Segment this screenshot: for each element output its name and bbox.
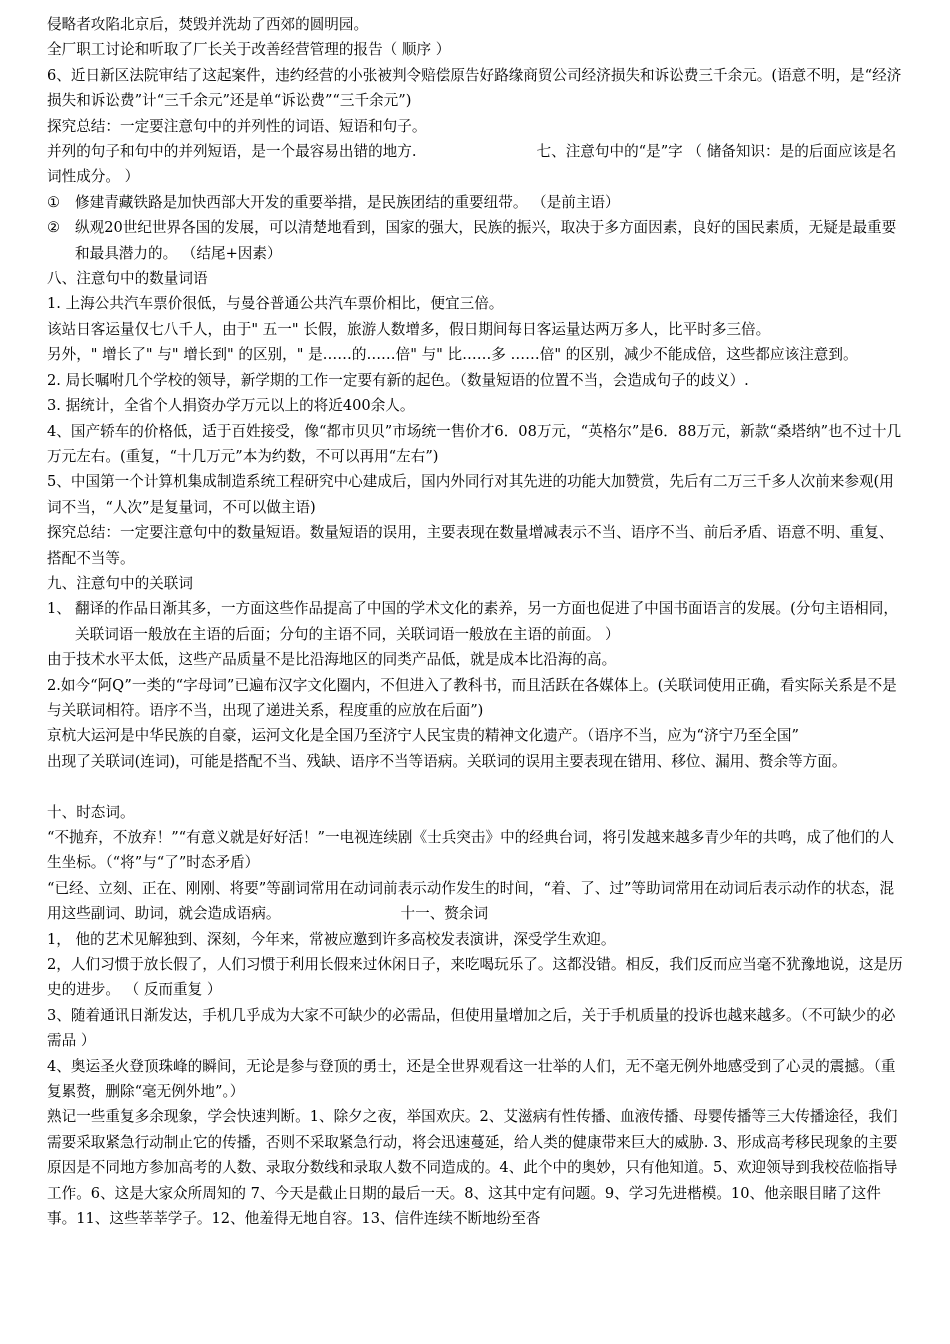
section-heading-10: 十、时态词。	[47, 803, 135, 821]
list-marker: ①	[47, 193, 61, 211]
section-heading-11: 十一、赘余词	[400, 905, 489, 923]
text-line	[47, 876, 908, 927]
text-line: 出现了关联词(连词)，可能是搭配不当、残缺、语序不当等语病。关联词的误用主要表现在错用、移位、漏用、赘余等方面。	[47, 752, 847, 770]
summary-line: 探究总结：一定要注意句中的并列性的词语、短语和句子。	[47, 117, 427, 135]
text-line: “不抛弃，不放弃！”“有意义就是好好活！”一电视连续剧《士兵突击》中的经典台词，将引发越来越多青少年的共鸣，成了他们的人生坐标。（“将”与“了”时态矛盾）	[47, 828, 895, 872]
text-line: 侵略者攻陷北京后，焚毁并洗劫了西郊的圆明园。	[47, 16, 369, 33]
text-line: 4、奥运圣火登顶珠峰的瞬间，无论是参与登顶的勇士，还是全世界观看这一壮举的人们，无不毫无例外地感受到了心灵的震撼。（重复累赘，删除“毫无例外地”。）	[47, 1057, 896, 1101]
summary-line: 探究总结：一定要注意句中的数量短语。数量短语的误用，主要表现在数量增减表示不当、语序不当、前后矛盾、语意不明、重复、搭配不当等。	[47, 524, 894, 567]
text-line: 2.如今“阿Q”一类的“字母词”已遍布汉字文化圈内，不但进入了教科书，而且活跃在各媒体上。(关联词使用正确，看实际关系是不是与关联词相符。语序不当，出现了递进关系，程度重的应放在后面”)	[47, 676, 897, 719]
section-heading-9: 九、注意句中的关联词	[47, 574, 193, 592]
blank-line	[47, 774, 908, 799]
text-line: 全厂职工讨论和听取了厂长关于改善经营管理的报告（ 顺序 ）	[47, 41, 451, 59]
list-item	[47, 596, 908, 647]
text-line: 2，人们习惯于放长假了，人们习惯于利用长假来过休闲日子，来吃喝玩乐了。这都没错。相反，我们反而应当毫不犹豫地说，这是历史的进步。 （ 反而重复 ）	[47, 956, 903, 999]
text-line: 3. 据统计，全省个人捐资办学万元以上的将近400余人。	[47, 397, 415, 415]
list-item-text: 翻译的作品日渐其多，一方面这些作品提高了中国的学术文化的素养，另一方面也促进了中国书面语言的发展。(分句主语相同，关联词语一般放在主语的后面；分句的主语不同，关联词语一般放在主语的前面。 ）	[75, 600, 898, 643]
text-line: 2. 局长嘱咐几个学校的领导，新学期的工作一定要有新的起色。（数量短语的位置不当，会造成句子的歧义）.	[47, 371, 749, 389]
section-heading-8: 八、注意句中的数量词语	[47, 270, 208, 288]
text-line: 由于技术水平太低，这些产品质量不是比沿海地区的同类产品低，就是成本比沿海的高。	[47, 651, 617, 669]
text-line: 熟记一些重复多余现象，学会快速判断。1、除夕之夜，举国欢庆。2、艾滋病有性传播、血液传播、母婴传播等三大传播途径，我们需要采取紧急行动制止它的传播，否则不采取紧急行动，将会迅速蔓延，给人类的健康带来巨大的威胁. 3、形成高考移民现象的主要原因是不同地方参加高考的人数、录取分数线和录取人数不同造成的。4、此个中的奥妙，只有他知道。5、欢迎领导到我校莅临指导工作。6、这是大家众所周知的 7、今天是截止日期的最后一天。8、这其中定有问题。9、学习先进楷模。10、他亲眼目睹了这件事。11、这些莘莘学子。12、他羞得无地自容。13、信件连续不断地纷至沓	[47, 1108, 898, 1228]
text-line	[47, 139, 908, 190]
text-line: 1. 上海公共汽车票价很低，与曼谷普通公共汽车票价相比，便宜三倍。	[47, 295, 504, 313]
text-line: 6、近日新区法院审结了这起案件，违约经营的小张被判令赔偿原告好路缘商贸公司经济损失和诉讼费三千余元。(语意不明，是“经济损失和诉讼费”计“三千余元”还是单“诉讼费”“三千余元”)	[47, 66, 902, 110]
list-marker: ②	[47, 219, 61, 237]
list-item	[47, 215, 908, 266]
text-line: 另外，" 增长了" 与" 增长到" 的区别，" 是……的……倍" 与" 比……多 ……倍" 的区别，减少不能成倍，这些都应该注意到。	[47, 346, 858, 364]
text-line: 5、中国第一个计算机集成制造系统工程研究中心建成后，国内外同行对其先进的功能大加赞赏，先后有二万三千多人次前来参观(用词不当，“人次”是复量词，不可以做主语)	[47, 473, 894, 516]
text-line: 该站日客运量仅七八千人，由于" 五一" 长假，旅游人数增多，假日期间每日客运量达两万多人，比平时多三倍。	[47, 320, 771, 338]
section-heading-7: 七、注意句中的“是”字 （ 储备知识：是的后面应该是名词性成分。 ）	[47, 143, 897, 186]
text-line: 3、随着通讯日渐发达，手机几乎成为大家不可缺少的必需品，但使用量增加之后，关于手机质量的投诉也越来越多。（不可缺少的必需品 ）	[47, 1006, 896, 1050]
list-item-text: 修建青藏铁路是加快西部大开发的重要举措，是民族团结的重要纽带。 （是前主语）	[75, 193, 620, 211]
list-item-text: 纵观20世纪世界各国的发展，可以清楚地看到，国家的强大，民族的振兴，取决于多方面因素，良好的国民素质，无疑是最重要和最具潜力的。 （结尾+因素）	[75, 219, 897, 262]
text-line: 4、国产轿车的价格低，适于百姓接受，像“都市贝贝”市场统一售价才6．08万元，“英格尔”是6．88万元，新款“桑塔纳”也不过十几万元左右。(重复，“十几万元”本为约数，不可以再用“左右”)	[47, 422, 902, 465]
text-line: 1， 他的艺术见解独到、深刻，今年来，常被应邀到许多高校发表演讲，深受学生欢迎。	[47, 930, 616, 948]
text-line: 京杭大运河是中华民族的自豪，运河文化是全国乃至济宁人民宝贵的精神文化遗产。（语序不当，应为“济宁乃至全国”	[47, 727, 799, 745]
list-marker: 1、	[47, 600, 71, 618]
text-segment: “已经、立刻、正在、刚刚、将要”等副词常用在动词前表示动作发生的时间，“着、了、过”等助词常用在动词后表示动作的状态，混用这些副词、助词，就会造成语病。	[47, 879, 895, 923]
text-segment: 并列的句子和句中的并列短语，是一个最容易出错的地方.	[47, 143, 417, 161]
list-item	[47, 190, 908, 215]
